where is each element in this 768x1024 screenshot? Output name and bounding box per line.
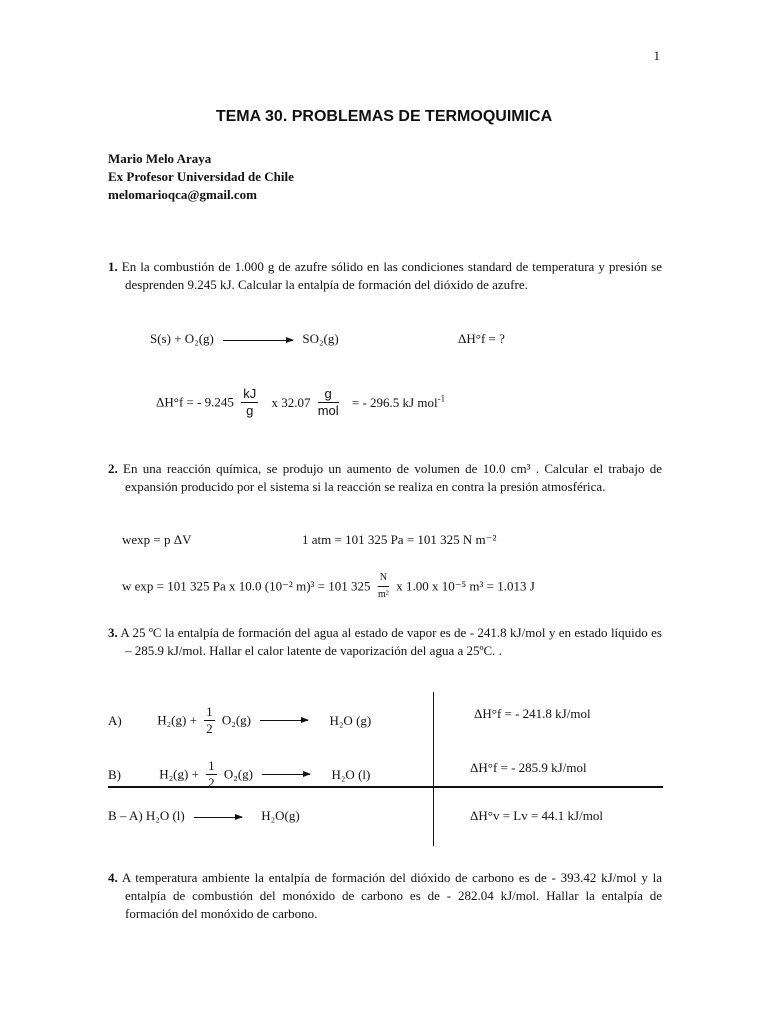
- enthalpy-b: ΔH°f = - 285.9 kJ/mol: [470, 760, 587, 775]
- enthalpy-vaporization: ΔH°v = Lv = 44.1 kJ/mol: [470, 808, 603, 823]
- reaction-diff: [108, 808, 300, 824]
- denominator: m²: [377, 589, 389, 600]
- times-molar-mass: x 32.07: [271, 394, 311, 410]
- reactant-h2: H₂(g) +: [159, 766, 199, 782]
- reactants: S(s) + O₂(g): [150, 331, 214, 346]
- work-formula: wexp = p ΔV: [122, 532, 192, 547]
- reaction-arrow-icon: [262, 774, 310, 775]
- problem-number: 2.: [108, 461, 118, 476]
- row-label: A): [108, 712, 122, 728]
- result-value: = - 296.5 kJ mol: [351, 395, 438, 411]
- numerator: kJ: [243, 386, 257, 401]
- atm-conversion: 1 atm = 101 325 Pa = 101 325 N m⁻²: [302, 532, 497, 547]
- problem-number: 3.: [108, 625, 118, 640]
- fraction-n-m2: [378, 570, 389, 603]
- denominator: 2: [208, 775, 215, 790]
- fraction-kj-g: [241, 386, 258, 419]
- author-name: Mario Melo Araya: [108, 151, 212, 166]
- diff-label: B – A) H₂O (l): [108, 808, 185, 823]
- page-title: TEMA 30. PROBLEMAS DE TERMOQUIMICA: [215, 108, 553, 125]
- author-block: [108, 150, 294, 204]
- product: H₂O(g): [261, 808, 300, 823]
- problem-number: 4.: [108, 870, 118, 885]
- reaction-row-a: [108, 704, 371, 737]
- fraction-one-half: [204, 704, 215, 737]
- page-number: 1: [653, 48, 660, 63]
- problem-text: En la combustión de 1.000 g de azufre sólido en las condiciones standard de temperatura y presión se desprenden 9.245 kJ. Calcular la entalpía de formación del dióxido de azufre.: [121, 259, 662, 292]
- denominator: 2: [206, 721, 213, 736]
- calc-1: [156, 386, 445, 419]
- fraction-one-half: [206, 758, 217, 791]
- numerator: g: [318, 386, 339, 403]
- reactant-h2: H₂(g) +: [157, 712, 197, 728]
- row-label: B): [108, 766, 121, 782]
- work-rhs: x 1.00 x 10⁻⁵ m³ = 1.013 J: [396, 578, 535, 594]
- enthalpy-label: ΔH°f = ?: [458, 331, 505, 346]
- numerator: N: [378, 570, 389, 587]
- problem-2: [108, 460, 662, 496]
- problem-3: [108, 624, 662, 660]
- problem-1: [108, 258, 662, 294]
- table-vertical-divider: [433, 692, 434, 846]
- author-email: melomarioqca@gmail.com: [108, 187, 257, 202]
- author-affiliation: Ex Profesor Universidad de Chile: [108, 169, 294, 184]
- result-exponent: -1: [437, 393, 446, 404]
- product: SO₂(g): [302, 331, 339, 346]
- numerator: 1: [208, 758, 215, 773]
- reaction-1: [150, 331, 339, 347]
- denominator: mol: [317, 403, 339, 418]
- denominator: g: [246, 403, 254, 418]
- problem-number: 1.: [108, 259, 118, 274]
- problem-4: [108, 869, 662, 923]
- reactant-o2: O₂(g): [221, 712, 252, 728]
- work-calculation: [122, 570, 535, 603]
- work-lhs: w exp = 101 325 Pa x 10.0 (10⁻² m)³ = 101 325: [122, 578, 371, 594]
- fraction-g-mol: [318, 386, 339, 419]
- enthalpy-a: ΔH°f = - 241.8 kJ/mol: [474, 706, 591, 721]
- calc-lhs: ΔH°f = - 9.245: [156, 394, 234, 410]
- reaction-arrow-icon: [194, 817, 242, 818]
- product: H₂O (g): [329, 712, 372, 728]
- reactant-o2: O₂(g): [223, 766, 254, 782]
- reaction-arrow-icon: [260, 720, 308, 721]
- reaction-row-b: [108, 758, 370, 791]
- numerator: 1: [206, 704, 213, 719]
- problem-text: A temperatura ambiente la entalpía de formación del dióxido de carbono es de - 393.42 kJ/mol y la entalpía de combustión del monóxido de carbono es de - 282.04 kJ/mol. Hallar la entalpía de formación del monóxido de carbono.: [121, 870, 662, 921]
- reaction-arrow-icon: [223, 340, 293, 341]
- problem-text: En una reacción química, se produjo un aumento de volumen de 10.0 cm³ . Calcular el trabajo de expansión producido por el sistema si la reacción se realiza en contra la presión atmosférica.: [123, 461, 663, 494]
- product: H₂O (l): [331, 766, 371, 782]
- calc-result: [352, 395, 445, 410]
- problem-text: A 25 ºC la entalpía de formación del agua al estado de vapor es de - 241.8 kJ/mol y en estado líquido es – 285.9 kJ/mol. Hallar el calor latente de vaporización del agua a 25ºC. .: [120, 625, 662, 658]
